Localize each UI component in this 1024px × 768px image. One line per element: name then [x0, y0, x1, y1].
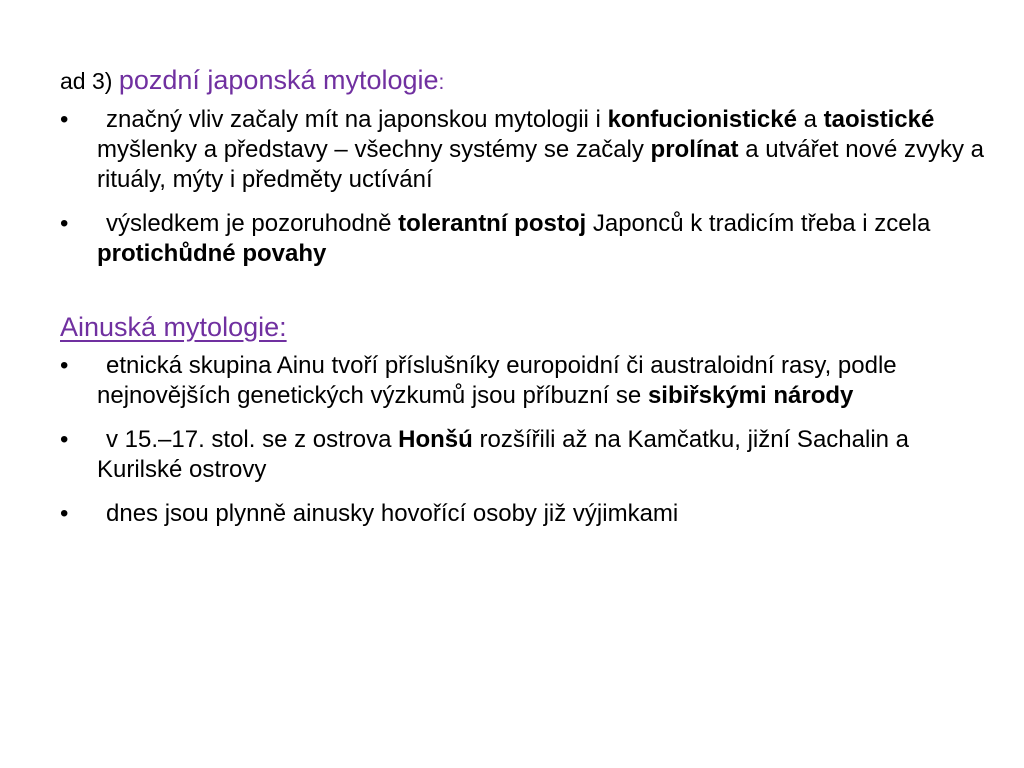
text-run: a	[796, 106, 824, 133]
section2-heading: Ainuská mytologie:	[60, 312, 287, 342]
bold-text-run: prolínat	[650, 136, 739, 163]
list-item	[60, 105, 984, 195]
bullet-icon: •	[60, 106, 69, 133]
section1-colon: :	[438, 71, 445, 94]
section1-heading	[60, 60, 984, 103]
text-run: dnes jsou plynně ainusky hovořící osoby již výjimkami	[106, 500, 679, 527]
text-run: v 15.–17. stol. se z ostrova	[106, 426, 399, 453]
bold-text-run: taoistické	[823, 106, 935, 133]
bold-text-run: protichůdné povahy	[97, 240, 327, 267]
text-run: Japonců k tradicím třeba i zcela	[586, 210, 931, 237]
text-run: a utvářet nové zvyky a rituály, mýty i předměty uctívání	[97, 136, 984, 193]
section1-bullet-list	[60, 105, 984, 269]
bullet-icon: •	[60, 426, 69, 453]
text-run: myšlenky a představy – všechny systémy se začaly	[97, 136, 651, 163]
section1-title: pozdní japonská mytologie	[118, 65, 439, 95]
list-item	[60, 209, 984, 269]
list-item	[60, 351, 984, 411]
bullet-icon: •	[60, 210, 69, 237]
text-run: rozšířili až na Kamčatku, jižní Sachalin a Kurilské ostrovy	[97, 426, 910, 483]
bold-text-run: Honšú	[398, 426, 473, 453]
text-run: výsledkem je pozoruhodně	[106, 210, 399, 237]
bold-text-run: tolerantní postoj	[398, 210, 587, 237]
bold-text-run: konfucionistické	[607, 106, 797, 133]
list-item	[60, 499, 984, 529]
bold-text-run: sibiřskými národy	[647, 382, 854, 409]
bullet-icon: •	[60, 500, 69, 527]
list-item	[60, 425, 984, 485]
text-run: etnická skupina Ainu tvoří příslušníky europoidní či australoidní rasy, podle nejnovějších genetických výzkumů jsou příbuzní se	[97, 352, 897, 409]
bullet-icon: •	[60, 352, 69, 379]
section1-prefix: ad 3)	[60, 68, 119, 94]
section2-bullet-list	[60, 351, 984, 529]
text-run: značný vliv začaly mít na japonskou mytologii i	[106, 106, 608, 133]
